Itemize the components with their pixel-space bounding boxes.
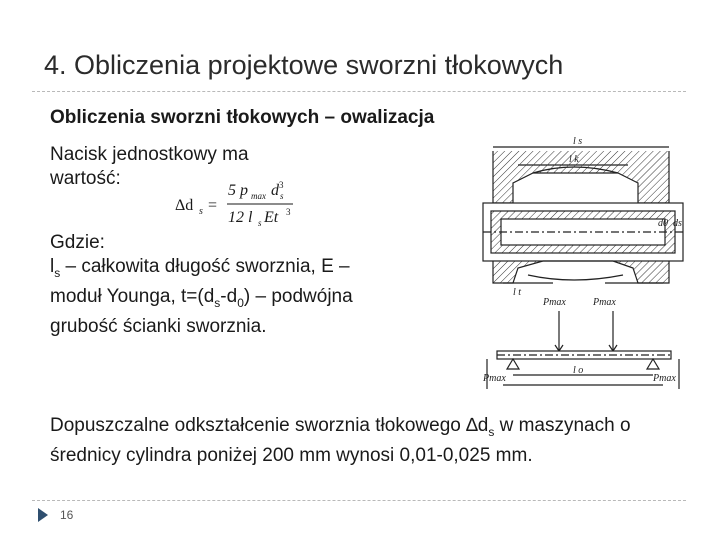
ovalization-formula (175, 177, 315, 229)
formula-lhs-sub: s (199, 206, 203, 217)
definitions-heading: Gdzie: (50, 232, 105, 253)
diagram-label-lo: l o (573, 365, 584, 376)
diagram-label-ls: l s (573, 136, 583, 147)
formula-num-d: d (271, 182, 279, 199)
tolerance-text: Dopuszczalne odkształcenie sworznia tłokowego $\Delta d_s$ w maszynach o średnicy cylindra poniżej 200 mm wynosi 0,01-0,025 mm. (50, 415, 631, 466)
slide-subtitle: Obliczenia sworzni tłokowych – owalizacja (50, 107, 435, 128)
definitions-text (50, 231, 370, 339)
formula-den: 12 l (228, 209, 253, 226)
formula-den-sup: 3 (286, 207, 291, 217)
piston-pin-diagram (473, 133, 693, 391)
formula-den-rest: Et (264, 209, 279, 226)
diagram-label-pmax-bottom-left: Pmax (483, 373, 506, 384)
slide-title: 4. Obliczenia projektowe sworzni tłokowych (44, 50, 564, 80)
page-number: 16 (60, 508, 74, 522)
formula-num-sup: 3 (279, 180, 284, 190)
diagram-label-ds: ds (673, 218, 682, 229)
pressure-text: Nacisk jednostkowy ma wartość: (50, 144, 249, 189)
diagram-label-pmax-right: Pmax (593, 297, 616, 308)
formula-num: 5 p (228, 182, 248, 199)
diagram-label-pmax-left: Pmax (543, 297, 566, 308)
formula-num-sub: max (251, 191, 266, 201)
formula-num-d-sub: s (280, 191, 284, 201)
title-divider (32, 91, 686, 92)
footer-divider (32, 500, 686, 501)
diagram-label-pmax-bottom-right: Pmax (653, 373, 676, 384)
diagram-label-d0: d0 (658, 218, 668, 229)
definitions-body: $l_s$ – całkowita długość sworznia, E – moduł Younga, $t=(d_s-d_0)$ – podwójna grubość ścianki sworznia. (50, 256, 353, 337)
formula-den-sub: s (258, 218, 262, 228)
footer-arrow-icon (38, 508, 50, 522)
formula-equals: = (208, 197, 218, 214)
diagram-label-lk: l k (569, 154, 579, 165)
diagram-label-lt: l t (513, 287, 522, 298)
formula-lhs: Δd (175, 197, 194, 214)
